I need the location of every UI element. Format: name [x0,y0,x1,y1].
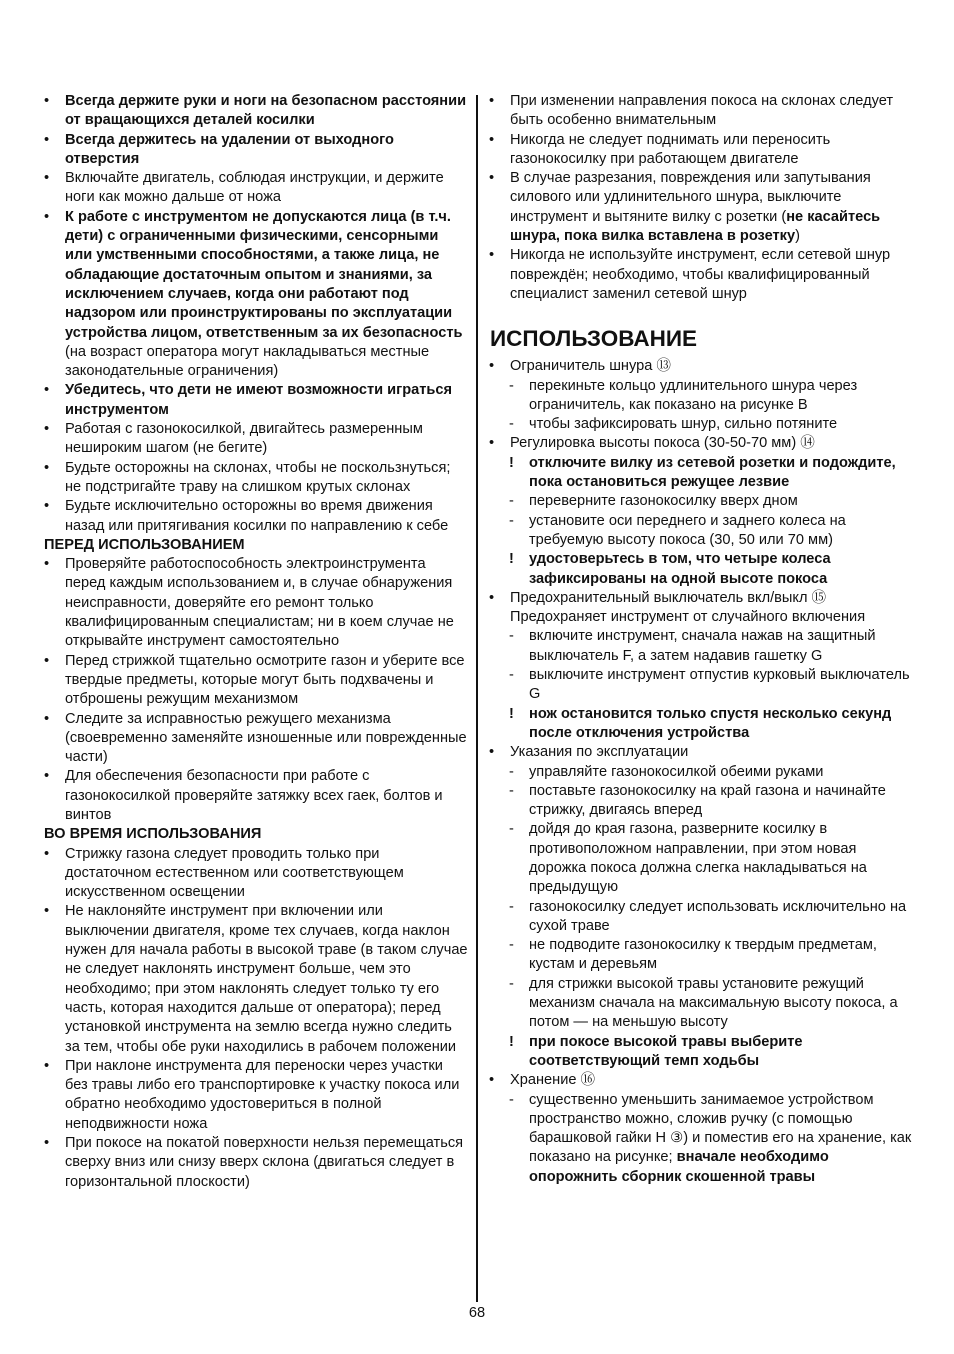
list-item [489,743,913,762]
section-heading [44,825,468,844]
text-segment: удостоверьтесь в том, что четыре колеса зафиксированы на одной высоте покоса [529,551,831,587]
text-segment: управляйте газонокосилкой обеими руками [529,763,824,780]
text-segment: Работая с газонокосилкой, двигайтесь размеренным нешироким шагом (не бегите) [65,421,423,457]
list-item-continuation [489,608,913,627]
dash-marker: - [509,821,514,838]
list-item [44,1057,468,1134]
text-segment: Стрижку газона следует проводить только при достаточном естественном или соответствующем искусственном освещении [65,845,404,901]
list-item [489,246,913,304]
dash-marker: - [509,937,514,954]
bullet-marker: • [489,93,495,109]
text-segment: Никогда не используйте инструмент, если сетевой шнур повреждён; необходимо, чтобы квалифицированный специалист заменил сетевой шнур [510,247,891,302]
sub-list-item [489,898,913,937]
text-segment: нож остановится только спустя несколько секунд после отключения устройства [529,705,892,741]
dash-marker: - [509,763,514,780]
sub-list-item [489,975,913,1033]
bullet-marker: • [44,1135,50,1152]
bullet-marker: • [489,170,495,187]
sub-list-item [489,415,913,434]
dash-marker: - [509,782,514,799]
list-item [489,589,913,608]
text-segment: Указания по эксплуатации [510,744,689,761]
bullet-marker: • [44,208,50,225]
dash-marker: - [509,1091,514,1108]
dash-marker: - [509,975,514,992]
bullet-marker: • [489,744,495,761]
text-segment: Будьте осторожны на склонах, чтобы не поскользнуться; не подстригайте траву на слишком крутых склонах [65,459,451,495]
dash-marker: - [509,667,514,684]
text-segment: не касайтесь шнура, пока вилка вставлена в розетку [510,208,881,245]
list-item [44,767,468,825]
list-item [489,357,913,376]
text-segment: вначале необходимо опорожнить сборник скошенной травы [529,1149,829,1185]
list-item [489,169,913,246]
list-item [44,710,468,768]
text-segment: при покосе высокой травы выберите соответствующий темп ходьбы [529,1033,803,1069]
text-segment: включите инструмент, сначала нажав на защитный выключатель F, а затем надавив гашетку G [529,628,876,664]
bullet-marker: • [44,903,50,920]
bullet-marker: • [489,589,495,606]
bullet-marker: • [489,435,495,452]
text-segment: Предохраняет инструмент от случайного включения [510,609,866,626]
list-item [44,902,468,1056]
bullet-marker: • [44,459,50,476]
left-column [44,92,468,1192]
text-segment: Всегда держите руки и ноги на безопасном расстоянии от вращающихся деталей косилки [65,93,467,129]
bullet-marker: • [44,845,50,862]
dash-marker: - [509,512,514,529]
text-segment: Предохранительный выключатель вкл/выкл ⑮ [510,589,827,606]
text-segment: При наклоне инструмента для переноски через участки без травы либо его транспортировке к участку покоса или обратно необходимо удостовериться в полной неподвижности ножа [65,1057,460,1132]
sub-list-item [489,666,913,705]
list-item [44,208,468,382]
bullet-marker: • [44,93,50,109]
list-item [44,1134,468,1192]
bullet-marker: • [489,131,495,148]
text-segment: ВО ВРЕМЯ ИСПОЛЬЗОВАНИЯ [44,826,262,843]
text-segment: ИСПОЛЬЗОВАНИЕ [490,326,698,352]
dash-marker: - [509,377,514,394]
dash-marker: - [509,416,514,433]
list-item [44,652,468,710]
list-item [44,420,468,459]
dash-marker: - [509,628,514,645]
bullet-marker: • [489,247,495,264]
text-segment: ПЕРЕД ИСПОЛЬЗОВАНИЕМ [44,536,245,553]
warning-marker: ! [509,454,514,471]
column-divider [476,95,478,1302]
bullet-marker: • [489,358,495,375]
sub-list-item [489,627,913,666]
text-segment: для стрижки высокой травы установите режущий механизм сначала на максимальную высоту покоса, а потом — на меньшую высоту [529,975,898,1031]
text-segment: газонокосилку следует использовать исключительно на сухой траве [529,898,907,934]
bullet-marker: • [44,710,50,727]
warning-marker: ! [509,705,514,722]
bullet-marker: • [44,170,50,187]
text-segment: Не наклоняйте инструмент при включении или выключении двигателя, кроме тех случаев, когда наклон нужен для начала работы в высокой траве (в таком случае не следует наклонять инструмент больше, чем это необходимо; при этом наклонять следует только ту его часть, которая находится дальше от оператора); перед установкой инструмента на землю всегда нужно следить за тем, чтобы обе руки находились в рабочем положении [65,903,468,1055]
sub-list-item [489,1091,913,1187]
text-segment: Регулировка высоты покоса (30-50-70 мм) ⑭ [510,435,815,452]
sub-list-item [489,492,913,511]
sub-list-item [489,550,913,589]
list-item [489,131,913,170]
text-segment: ) [795,228,800,245]
text-segment: (на возраст оператора могут накладываться местные законодательные ограничения) [65,343,430,380]
text-segment: Проверяйте работоспособность электроинструмента перед каждым использованием и, в случае обнаружения неисправности, доверяйте его ремонт только квалифицированным специалистам; ни в коем случае не открывайте инструмент самостоятельно [65,556,454,650]
text-segment: существенно уменьшить занимаемое устройством пространство можно, сложив ручку (с помощью барашковой гайки H ③) и поместив его на хранение, как показано на рисунке; [529,1091,912,1166]
sub-list-item [489,936,913,975]
text-segment: установите оси переднего и заднего колеса на требуемую высоту покоса (30, 50 или 70 мм) [529,512,846,548]
bullet-marker: • [44,382,50,399]
text-segment: чтобы зафиксировать шнур, сильно потяните [529,416,838,433]
list-item [489,1071,913,1090]
list-item [44,92,468,131]
text-segment: Никогда не следует поднимать или переносить газонокосилку при работающем двигателе [510,131,831,167]
sub-list-item [489,763,913,782]
text-segment: Следите за исправностью режущего механизма (своевременно заменяйте изношенные или поврежденные части) [65,710,467,766]
list-item [489,92,913,131]
sub-list-item [489,512,913,551]
list-item [44,459,468,498]
bullet-marker: • [44,498,50,515]
list-item [489,434,913,453]
text-segment: отключите вилку из сетевой розетки и подождите, пока остановиться режущее лезвие [529,454,896,491]
list-item [44,131,468,170]
bullet-marker: • [44,652,50,669]
dash-marker: - [509,493,514,510]
text-segment: Для обеспечения безопасности при работе с газонокосилкой проверяйте затяжку всех гаек, болтов и винтов [65,768,443,823]
bullet-marker: • [44,768,50,785]
text-segment: Перед стрижкой тщательно осмотрите газон и уберите все твердые предметы, которые могут быть подхвачены и отброшены режущим механизмом [65,652,465,708]
list-item [44,845,468,903]
text-segment: выключите инструмент отпустив курковый выключатель G [529,667,910,703]
text-segment: не подводите газонокосилку к твердым предметам, кустам и деревьям [529,937,877,973]
section-title [490,326,913,352]
sub-list-item [489,1033,913,1072]
text-segment: перекиньте кольцо удлинительного шнура через ограничитель, как показано на рисунке B [529,377,858,413]
text-segment: дойдя до края газона, разверните косилку в противоположном направлении, при этом новая дорожка покоса должна слегка накладываться на предыдущую [529,821,867,896]
text-segment: Ограничитель шнура ⑬ [510,358,671,375]
text-segment: Будьте исключительно осторожны во время движения назад или притягивания косилки по направлению к себе [65,498,449,534]
dash-marker: - [509,898,514,915]
list-item [44,381,468,420]
warning-marker: ! [509,1033,514,1050]
text-segment: При покосе на покатой поверхности нельзя перемещаться сверху вниз или снизу вверх склона (двигаться следует в горизонтальной плоскости) [65,1135,464,1190]
page-number: 68 [468,1305,486,1321]
list-item [44,555,468,651]
text-segment: К работе с инструментом не допускаются лица (в т.ч. дети) с ограниченными физическими, сенсорными или умственными способностями, а также лица, не обладающие достаточным опытом и знаниями, за исключением случаев, когда они работают под надзором или проинструктированы по эксплуатации устройства лицом, ответственным за их безопасность [65,208,463,341]
bullet-marker: • [44,556,50,573]
sub-list-item [489,782,913,821]
warning-marker: ! [509,551,514,568]
section-heading [44,536,468,555]
text-segment: В случае разрезания, повреждения или запутывания силового или удлинительного шнура, выключите инструмент и вытяните вилку с розетки ( [510,170,871,225]
list-item [44,169,468,208]
sub-list-item [489,705,913,744]
bullet-marker: • [44,421,50,438]
text-segment: Всегда держитесь на удалении от выходного отверстия [65,131,394,167]
text-segment: переверните газонокосилку вверх дном [529,493,798,510]
text-segment: При изменении направления покоса на склонах следует быть особенно внимательным [510,93,894,129]
bullet-marker: • [489,1072,495,1089]
sub-list-item [489,454,913,493]
text-segment: Хранение ⑯ [510,1072,596,1089]
sub-list-item [489,820,913,897]
text-segment: поставьте газонокосилку на край газона и начинайте стрижку, двигаясь вперед [529,782,886,819]
right-column [489,92,913,1187]
text-segment: Убедитесь, что дети не имеют возможности играться инструментом [65,382,452,418]
sub-list-item [489,377,913,416]
text-segment: Включайте двигатель, соблюдая инструкции, и держите ноги как можно дальше от ножа [65,170,444,206]
bullet-marker: • [44,1057,50,1074]
bullet-marker: • [44,131,50,148]
list-item [44,497,468,536]
